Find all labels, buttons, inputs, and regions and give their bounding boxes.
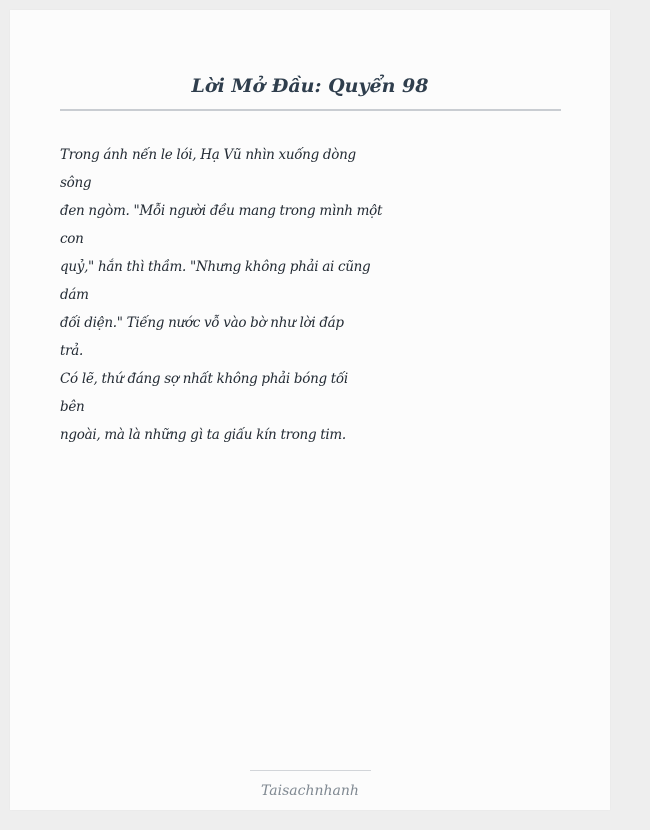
page-title: Lời Mở Đầu: Quyển 98 [191, 75, 429, 97]
body-line: dám [60, 287, 89, 303]
document-page [10, 10, 610, 810]
title-divider [60, 109, 561, 111]
body-line: sông [60, 175, 92, 191]
body-line: ngoài, mà là những gì ta giấu kín trong tim. [60, 427, 346, 443]
footer-text: Taisachnhanh [261, 783, 359, 799]
body-text [60, 141, 400, 449]
body-line: quỷ," hắn thì thầm. "Nhưng không phải ai cũng [60, 259, 371, 275]
body-line: bên [60, 399, 85, 415]
body-line: Có lẽ, thứ đáng sợ nhất không phải bóng tối [60, 371, 348, 387]
body-line: đối diện." Tiếng nước vỗ vào bờ như lời đáp [60, 315, 344, 331]
body-line: đen ngòm. "Mỗi người đều mang trong mình một [60, 203, 383, 219]
body-line: con [60, 231, 84, 247]
footer-divider [250, 770, 371, 771]
body-line: trả. [60, 343, 84, 359]
body-line: Trong ánh nến le lói, Hạ Vũ nhìn xuống dòng [60, 147, 356, 163]
